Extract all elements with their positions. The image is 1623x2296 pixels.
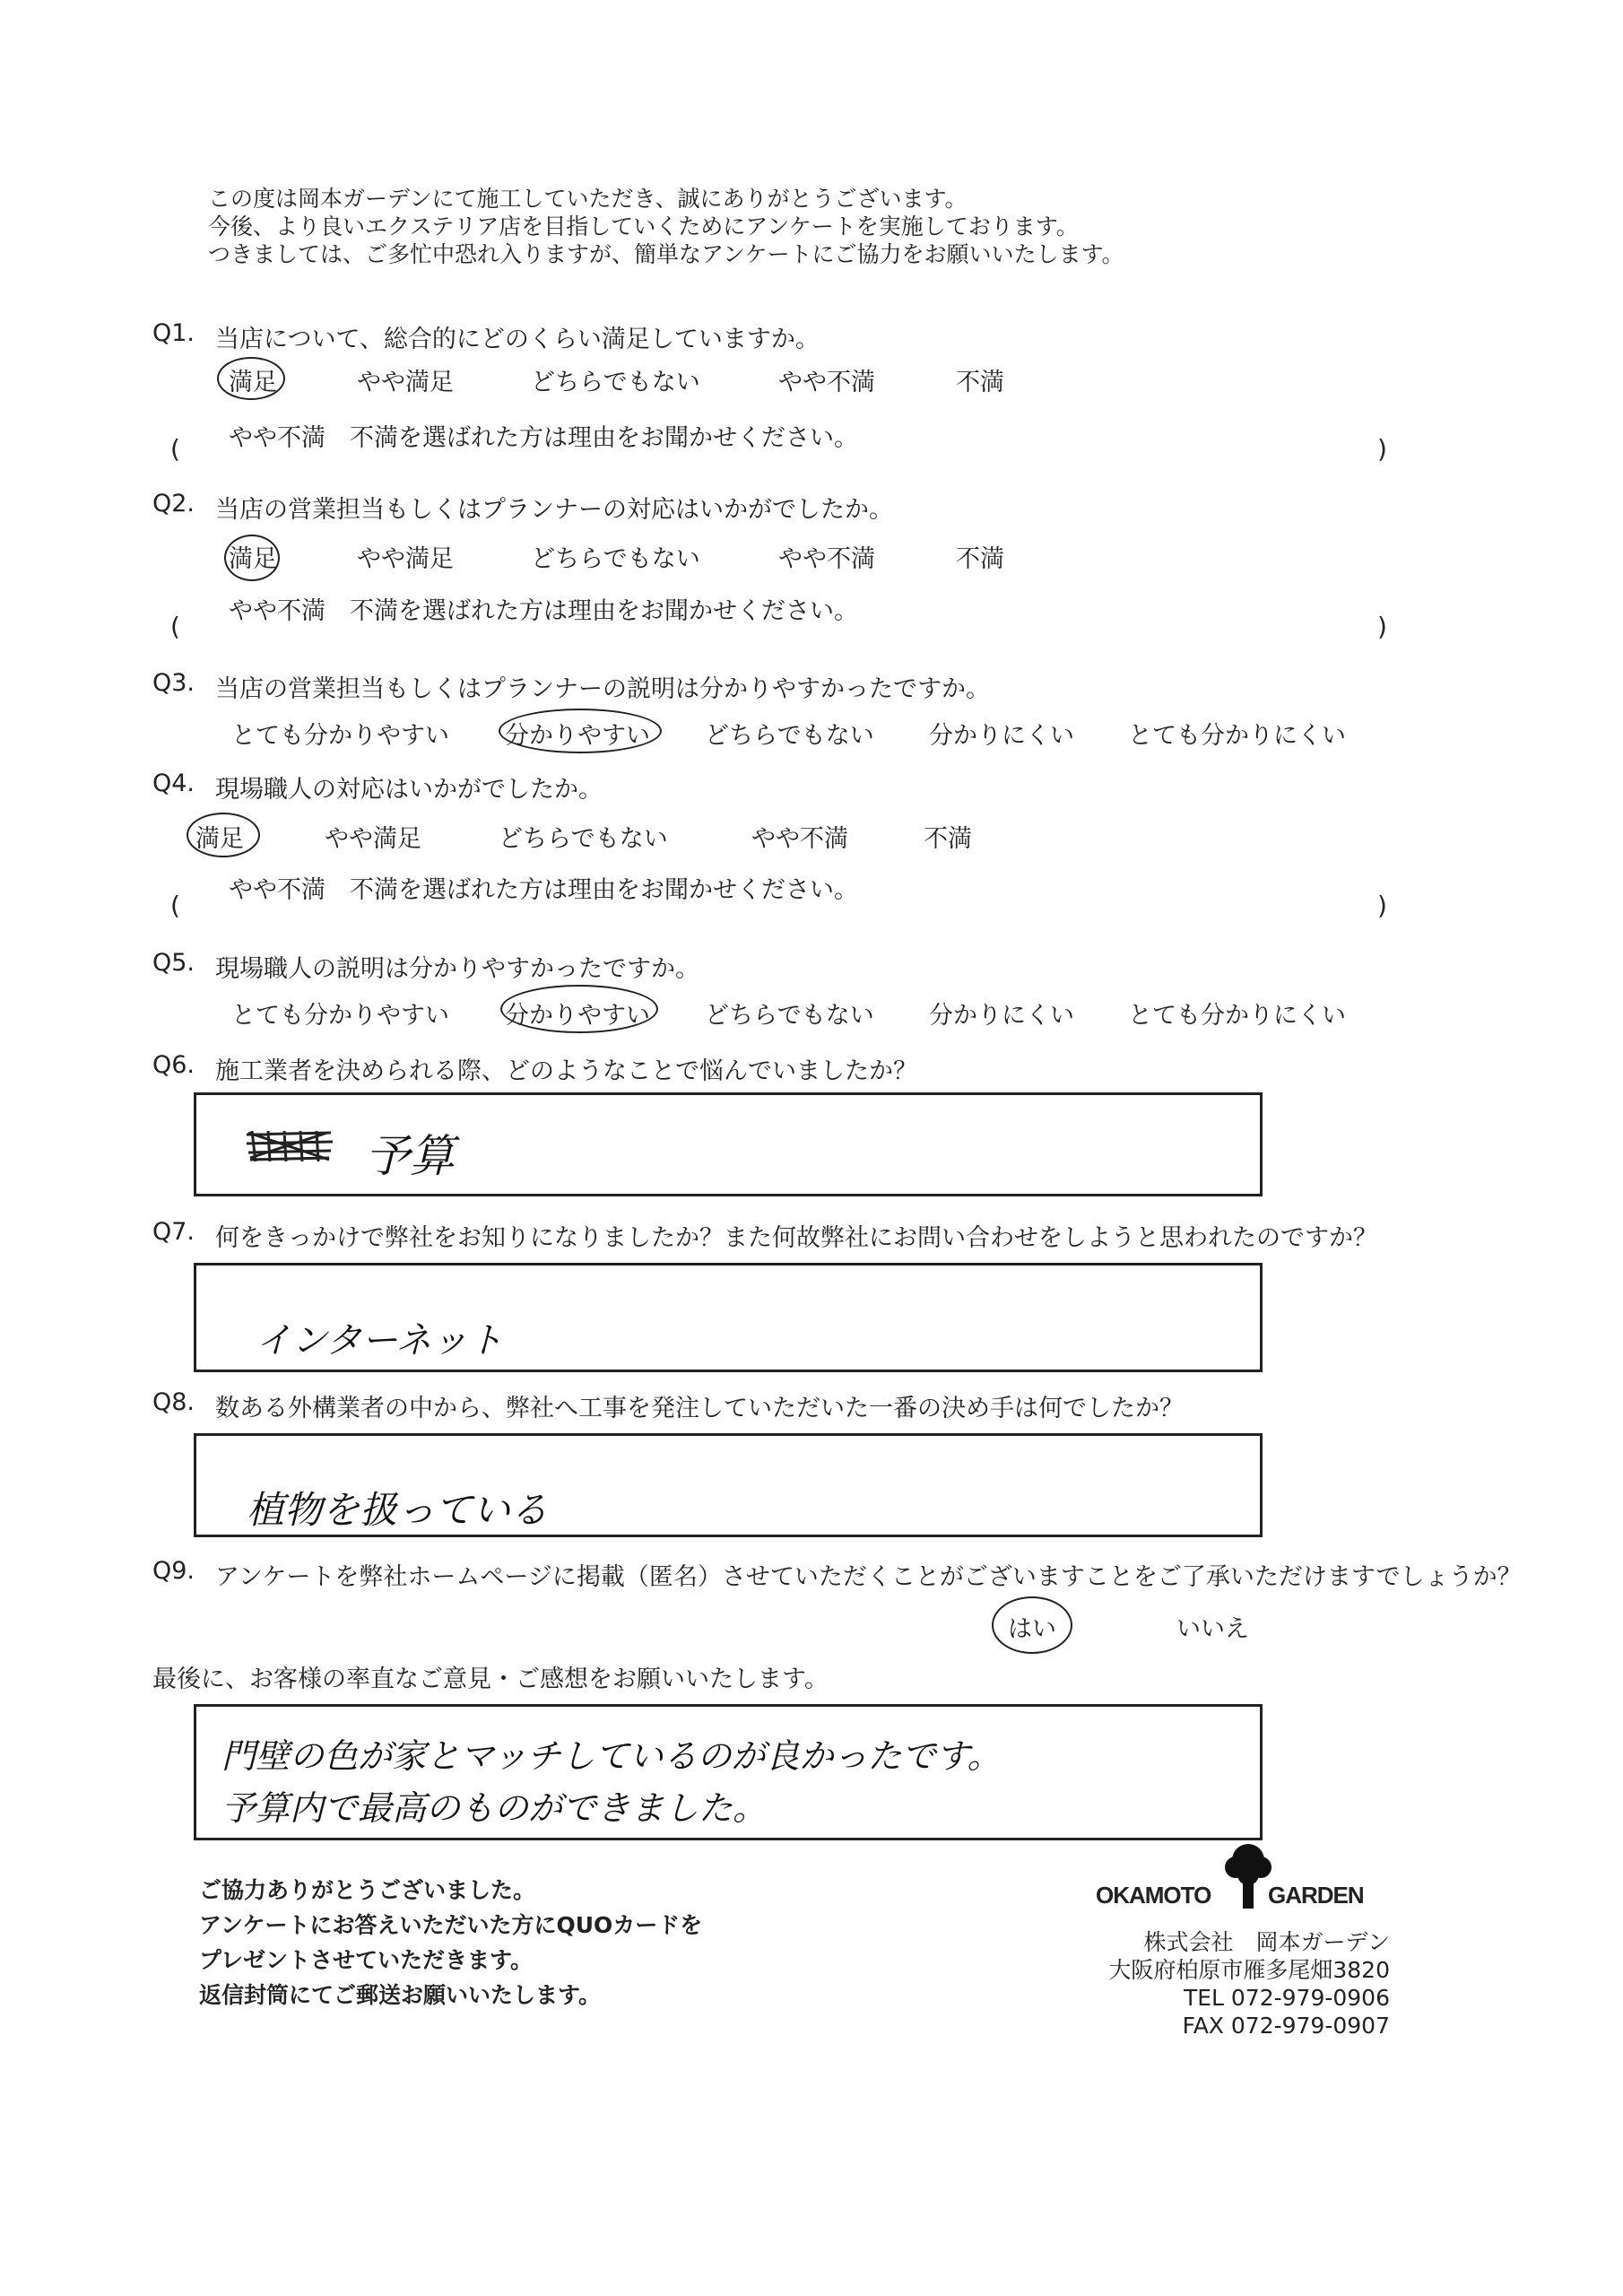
q4-option-neutral[interactable]: どちらでもない [499, 825, 668, 853]
q1-option-satisfied[interactable]: 満足 [229, 369, 277, 396]
q4-reason-prompt: やや不満 不満を選ばれた方は理由をお聞かせください。 [229, 876, 858, 904]
q5-label: Q5. [152, 949, 195, 977]
q3-option-clear[interactable]: 分かりやすい [505, 722, 650, 750]
company-tel: TEL 072-979-0906 [1183, 1985, 1390, 2011]
q2-reason-prompt: やや不満 不満を選ばれた方は理由をお聞かせください。 [229, 597, 858, 625]
q7-answer: インターネット [256, 1320, 504, 1361]
q1-reason-close: ) [1377, 434, 1387, 464]
q2-option-unsatisfied[interactable]: 不満 [956, 545, 1004, 573]
q2-option-somewhat-satisfied[interactable]: やや満足 [357, 545, 454, 573]
logo-text-left: OKAMOTO [1096, 1882, 1211, 1909]
q4-option-somewhat-unsatisfied[interactable]: やや不満 [751, 825, 848, 853]
q1-option-somewhat-satisfied[interactable]: やや満足 [357, 369, 454, 396]
q2-reason-open: ( [170, 612, 180, 641]
q3-text: 当店の営業担当もしくはプランナーの説明は分かりやすかったですか。 [215, 675, 990, 703]
final-answer-line: 予算内で最高のものができました。 [221, 1788, 768, 1828]
q9-option-yes[interactable]: はい [1008, 1615, 1056, 1643]
q1-option-somewhat-unsatisfied[interactable]: やや不満 [778, 369, 875, 396]
q4-option-satisfied[interactable]: 満足 [195, 825, 244, 853]
q6-answer: 予算 [365, 1130, 455, 1182]
q5-option-unclear[interactable]: 分かりにくい [929, 1002, 1074, 1030]
q1-label: Q1. [152, 319, 195, 347]
final-answer-box[interactable] [194, 1704, 1263, 1840]
q4-label: Q4. [152, 770, 195, 797]
company-info [1058, 1928, 1390, 2039]
q5-option-clear[interactable]: 分かりやすい [505, 1002, 650, 1030]
footer-line: アンケートにお答えいただいた方にQUOカードを [199, 1912, 703, 1938]
q3-option-neutral[interactable]: どちらでもない [705, 722, 874, 750]
q5-option-very-clear[interactable]: とても分かりやすい [231, 1002, 449, 1030]
q8-answer-box[interactable] [194, 1433, 1263, 1537]
intro-line: つきましては、ご多忙中恐れ入りますが、簡単なアンケートにご協力をお願いいたします。 [208, 241, 1124, 267]
q1-reason-prompt: やや不満 不満を選ばれた方は理由をお聞かせください。 [229, 424, 858, 452]
q9-option-no[interactable]: いいえ [1176, 1615, 1249, 1643]
q9-text: アンケートを弊社ホームページに掲載（匿名）させていただくことがございますことをご了承いただけますでしょうか？ [215, 1563, 1522, 1591]
intro-text [208, 185, 1124, 268]
q8-answer: 植物を扱っている [247, 1488, 549, 1532]
q2-option-neutral[interactable]: どちらでもない [531, 545, 700, 573]
company-address: 大阪府柏原市雁多尾畑3820 [1108, 1957, 1390, 1983]
footer-line: プレゼントさせていただきます。 [199, 1947, 534, 1973]
company-fax: FAX 072-979-0907 [1182, 2013, 1390, 2039]
q5-option-very-unclear[interactable]: とても分かりにくい [1128, 1002, 1346, 1030]
q3-option-very-unclear[interactable]: とても分かりにくい [1128, 722, 1346, 750]
q7-answer-box[interactable] [194, 1263, 1263, 1372]
q4-option-unsatisfied[interactable]: 不満 [924, 825, 972, 853]
q9-label: Q9. [152, 1557, 195, 1585]
q4-option-somewhat-satisfied[interactable]: やや満足 [325, 825, 421, 853]
q2-reason-close: ) [1377, 612, 1387, 641]
q1-option-unsatisfied[interactable]: 不満 [956, 369, 1004, 396]
q8-label: Q8. [152, 1388, 195, 1416]
q8-text: 数ある外構業者の中から、弊社へ工事を発注していただいた一番の決め手は何でしたか？ [215, 1395, 1184, 1422]
footer-line: 返信封筒にてご郵送お願いいたします。 [199, 1982, 602, 2008]
q5-option-neutral[interactable]: どちらでもない [705, 1002, 874, 1030]
q4-text: 現場職人の対応はいかがでしたか。 [215, 776, 603, 804]
q2-option-somewhat-unsatisfied[interactable]: やや不満 [778, 545, 875, 573]
q3-option-very-clear[interactable]: とても分かりやすい [231, 722, 449, 750]
final-answer-line: 門壁の色が家とマッチしているのが良かったです。 [221, 1736, 1002, 1776]
q2-text: 当店の営業担当もしくはプランナーの対応はいかがでしたか。 [215, 496, 893, 524]
q1-text: 当店について、総合的にどのくらい満足していますか。 [215, 326, 820, 353]
intro-line: この度は岡本ガーデンにて施工していただき、誠にありがとうございます。 [208, 186, 968, 212]
company-name: 株式会社 岡本ガーデン [1143, 1929, 1390, 1955]
footer-message [199, 1873, 702, 2013]
q4-reason-close: ) [1377, 891, 1387, 920]
q2-label: Q2. [152, 490, 195, 517]
q6-answer-box[interactable] [194, 1092, 1263, 1196]
q7-label: Q7. [152, 1218, 195, 1246]
footer-line: ご協力ありがとうございました。 [199, 1877, 536, 1903]
q5-text: 現場職人の説明は分かりやすかったですか。 [215, 955, 699, 983]
q6-text: 施工業者を決められる際、どのようなことで悩んでいましたか？ [215, 1057, 917, 1085]
q3-option-unclear[interactable]: 分かりにくい [929, 722, 1074, 750]
okamoto-garden-logo [1096, 1840, 1419, 1912]
q3-label: Q3. [152, 669, 195, 697]
final-prompt: 最後に、お客様の率直なご意見・ご感想をお願いいたします。 [152, 1665, 829, 1693]
q1-option-neutral[interactable]: どちらでもない [531, 369, 700, 396]
q6-label: Q6. [152, 1051, 195, 1079]
logo-text-right: GARDEN [1268, 1882, 1364, 1909]
q7-text: 何をきっかけで弊社をお知りになりましたか？また何故弊社にお問い合わせをしようと思われたのですか？ [215, 1224, 1377, 1252]
scribble-mark [243, 1126, 336, 1165]
q1-reason-open: ( [170, 434, 180, 464]
intro-line: 今後、より良いエクステリア店を目指していくためにアンケートを実施しております。 [208, 213, 1079, 239]
q4-reason-open: ( [170, 891, 180, 920]
q2-option-satisfied[interactable]: 満足 [229, 545, 277, 573]
